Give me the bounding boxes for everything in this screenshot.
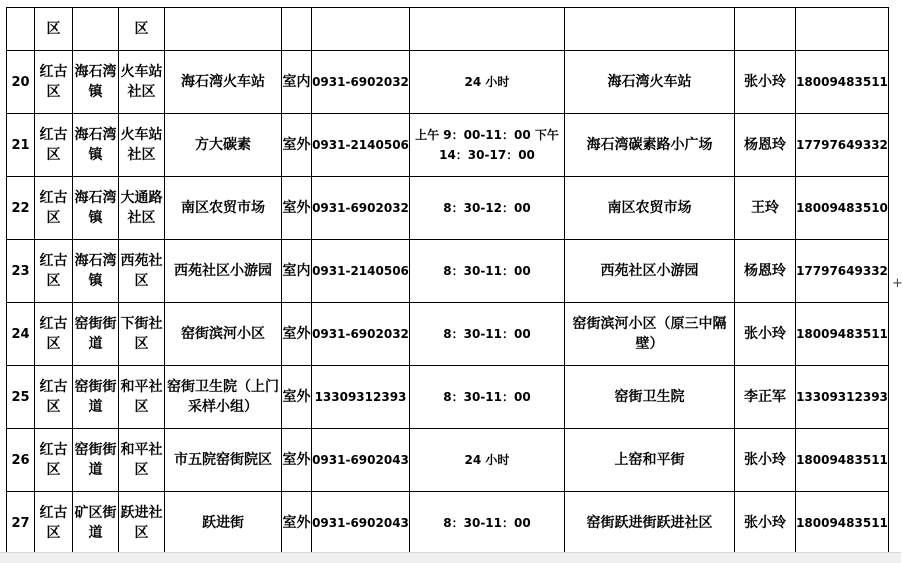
table-row (7, 114, 889, 177)
hours-cell: 8：30-11：00 (410, 492, 565, 555)
site-name-cell: 西苑社区小游园 (165, 240, 282, 303)
phone-cell: 0931-6902043 (312, 429, 410, 492)
mobile-cell: 17797649332 (796, 114, 889, 177)
phone-cell: 13309312393 (312, 366, 410, 429)
site-name-cell: 市五院窑街院区 (165, 429, 282, 492)
window-bottom-strip (0, 552, 901, 563)
contact-cell: 李正军 (735, 366, 796, 429)
table-row (7, 492, 889, 555)
site-type-cell: 室内 (282, 51, 312, 114)
hours-cell: 8：30-11：00 (410, 240, 565, 303)
contact-cell: 张小玲 (735, 429, 796, 492)
district-cell: 红古区 (35, 114, 73, 177)
site-type-cell: 室外 (282, 429, 312, 492)
address-cell: 海石湾火车站 (565, 51, 735, 114)
table-row (7, 366, 889, 429)
phone-cell: 0931-2140506 (312, 114, 410, 177)
community-cell: 下街社区 (119, 303, 165, 366)
table-row (7, 303, 889, 366)
district-cell: 红古区 (35, 51, 73, 114)
address-cell: 南区农贸市场 (565, 177, 735, 240)
site-type-cell: 室外 (282, 177, 312, 240)
site-name-cell: 方大碳素 (165, 114, 282, 177)
contact-cell: 张小玲 (735, 492, 796, 555)
address-cell: 西苑社区小游园 (565, 240, 735, 303)
contact-cell: 杨恩玲 (735, 114, 796, 177)
town-cell: 窑街街道 (73, 429, 119, 492)
site-type-cell: 室外 (282, 114, 312, 177)
town-cell: 海石湾镇 (73, 177, 119, 240)
row-number-cell: 21 (7, 114, 35, 177)
mobile-cell: 18009483511 (796, 492, 889, 555)
contact-cell: 杨恩玲 (735, 240, 796, 303)
district-cell: 区 (35, 8, 73, 51)
address-cell: 窑街卫生院 (565, 366, 735, 429)
site-type-cell: 室内 (282, 240, 312, 303)
table-row-partial (7, 8, 889, 51)
row-number-cell: 22 (7, 177, 35, 240)
hours-cell: 8：30-12：00 (410, 177, 565, 240)
site-name-cell: 海石湾火车站 (165, 51, 282, 114)
edge-plus-marker: + (892, 276, 903, 291)
hours-cell: 8：30-11：00 (410, 303, 565, 366)
phone-cell: 0931-2140506 (312, 240, 410, 303)
mobile-cell: 18009483511 (796, 429, 889, 492)
contact-cell: 王玲 (735, 177, 796, 240)
phone-cell: 0931-6902032 (312, 51, 410, 114)
district-cell: 红古区 (35, 240, 73, 303)
mobile-cell: 18009483510 (796, 177, 889, 240)
community-cell: 和平社区 (119, 429, 165, 492)
table-row (7, 429, 889, 492)
district-cell: 红古区 (35, 303, 73, 366)
row-number-cell: 23 (7, 240, 35, 303)
table-row (7, 51, 889, 114)
site-name-cell: 跃进街 (165, 492, 282, 555)
community-cell: 西苑社区 (119, 240, 165, 303)
phone-cell: 0931-6902043 (312, 492, 410, 555)
mobile-cell: 17797649332 (796, 240, 889, 303)
community-cell: 火车站社区 (119, 114, 165, 177)
row-number-cell: 24 (7, 303, 35, 366)
row-number-cell: 20 (7, 51, 35, 114)
phone-cell: 0931-6902032 (312, 303, 410, 366)
mobile-cell: 13309312393 (796, 366, 889, 429)
address-cell: 窑街跃进街跃进社区 (565, 492, 735, 555)
table-row (7, 240, 889, 303)
table-row (7, 177, 889, 240)
mobile-cell: 18009483511 (796, 303, 889, 366)
town-cell: 海石湾镇 (73, 240, 119, 303)
address-cell: 上窑和平街 (565, 429, 735, 492)
district-cell: 红古区 (35, 492, 73, 555)
site-name-cell: 南区农贸市场 (165, 177, 282, 240)
phone-cell: 0931-6902032 (312, 177, 410, 240)
community-cell: 和平社区 (119, 366, 165, 429)
hours-cell: 上午 9：00-11：00 下午 14：30-17：00 (410, 114, 565, 177)
community-cell: 大通路社区 (119, 177, 165, 240)
town-cell: 窑街街道 (73, 303, 119, 366)
district-cell: 红古区 (35, 429, 73, 492)
district-cell: 红古区 (35, 366, 73, 429)
address-cell: 海石湾碳素路小广场 (565, 114, 735, 177)
hours-cell: 8：30-11：00 (410, 366, 565, 429)
contact-cell: 张小玲 (735, 51, 796, 114)
testing-sites-table (6, 7, 889, 555)
row-number-cell: 27 (7, 492, 35, 555)
community-cell: 火车站社区 (119, 51, 165, 114)
row-number-cell: 25 (7, 366, 35, 429)
town-cell: 矿区街道 (73, 492, 119, 555)
district-cell: 红古区 (35, 177, 73, 240)
mobile-cell: 18009483511 (796, 51, 889, 114)
community-cell: 跃进社区 (119, 492, 165, 555)
site-name-cell: 窑街卫生院（上门采样小组） (165, 366, 282, 429)
town-cell: 窑街街道 (73, 366, 119, 429)
site-type-cell: 室外 (282, 303, 312, 366)
contact-cell: 张小玲 (735, 303, 796, 366)
site-type-cell: 室外 (282, 492, 312, 555)
community-cell: 区 (119, 8, 165, 51)
hours-cell: 24 小时 (410, 51, 565, 114)
row-number-cell: 26 (7, 429, 35, 492)
town-cell: 海石湾镇 (73, 114, 119, 177)
hours-cell: 24 小时 (410, 429, 565, 492)
town-cell: 海石湾镇 (73, 51, 119, 114)
site-name-cell: 窑街滨河小区 (165, 303, 282, 366)
site-type-cell: 室外 (282, 366, 312, 429)
address-cell: 窑街滨河小区（原三中隔壁） (565, 303, 735, 366)
